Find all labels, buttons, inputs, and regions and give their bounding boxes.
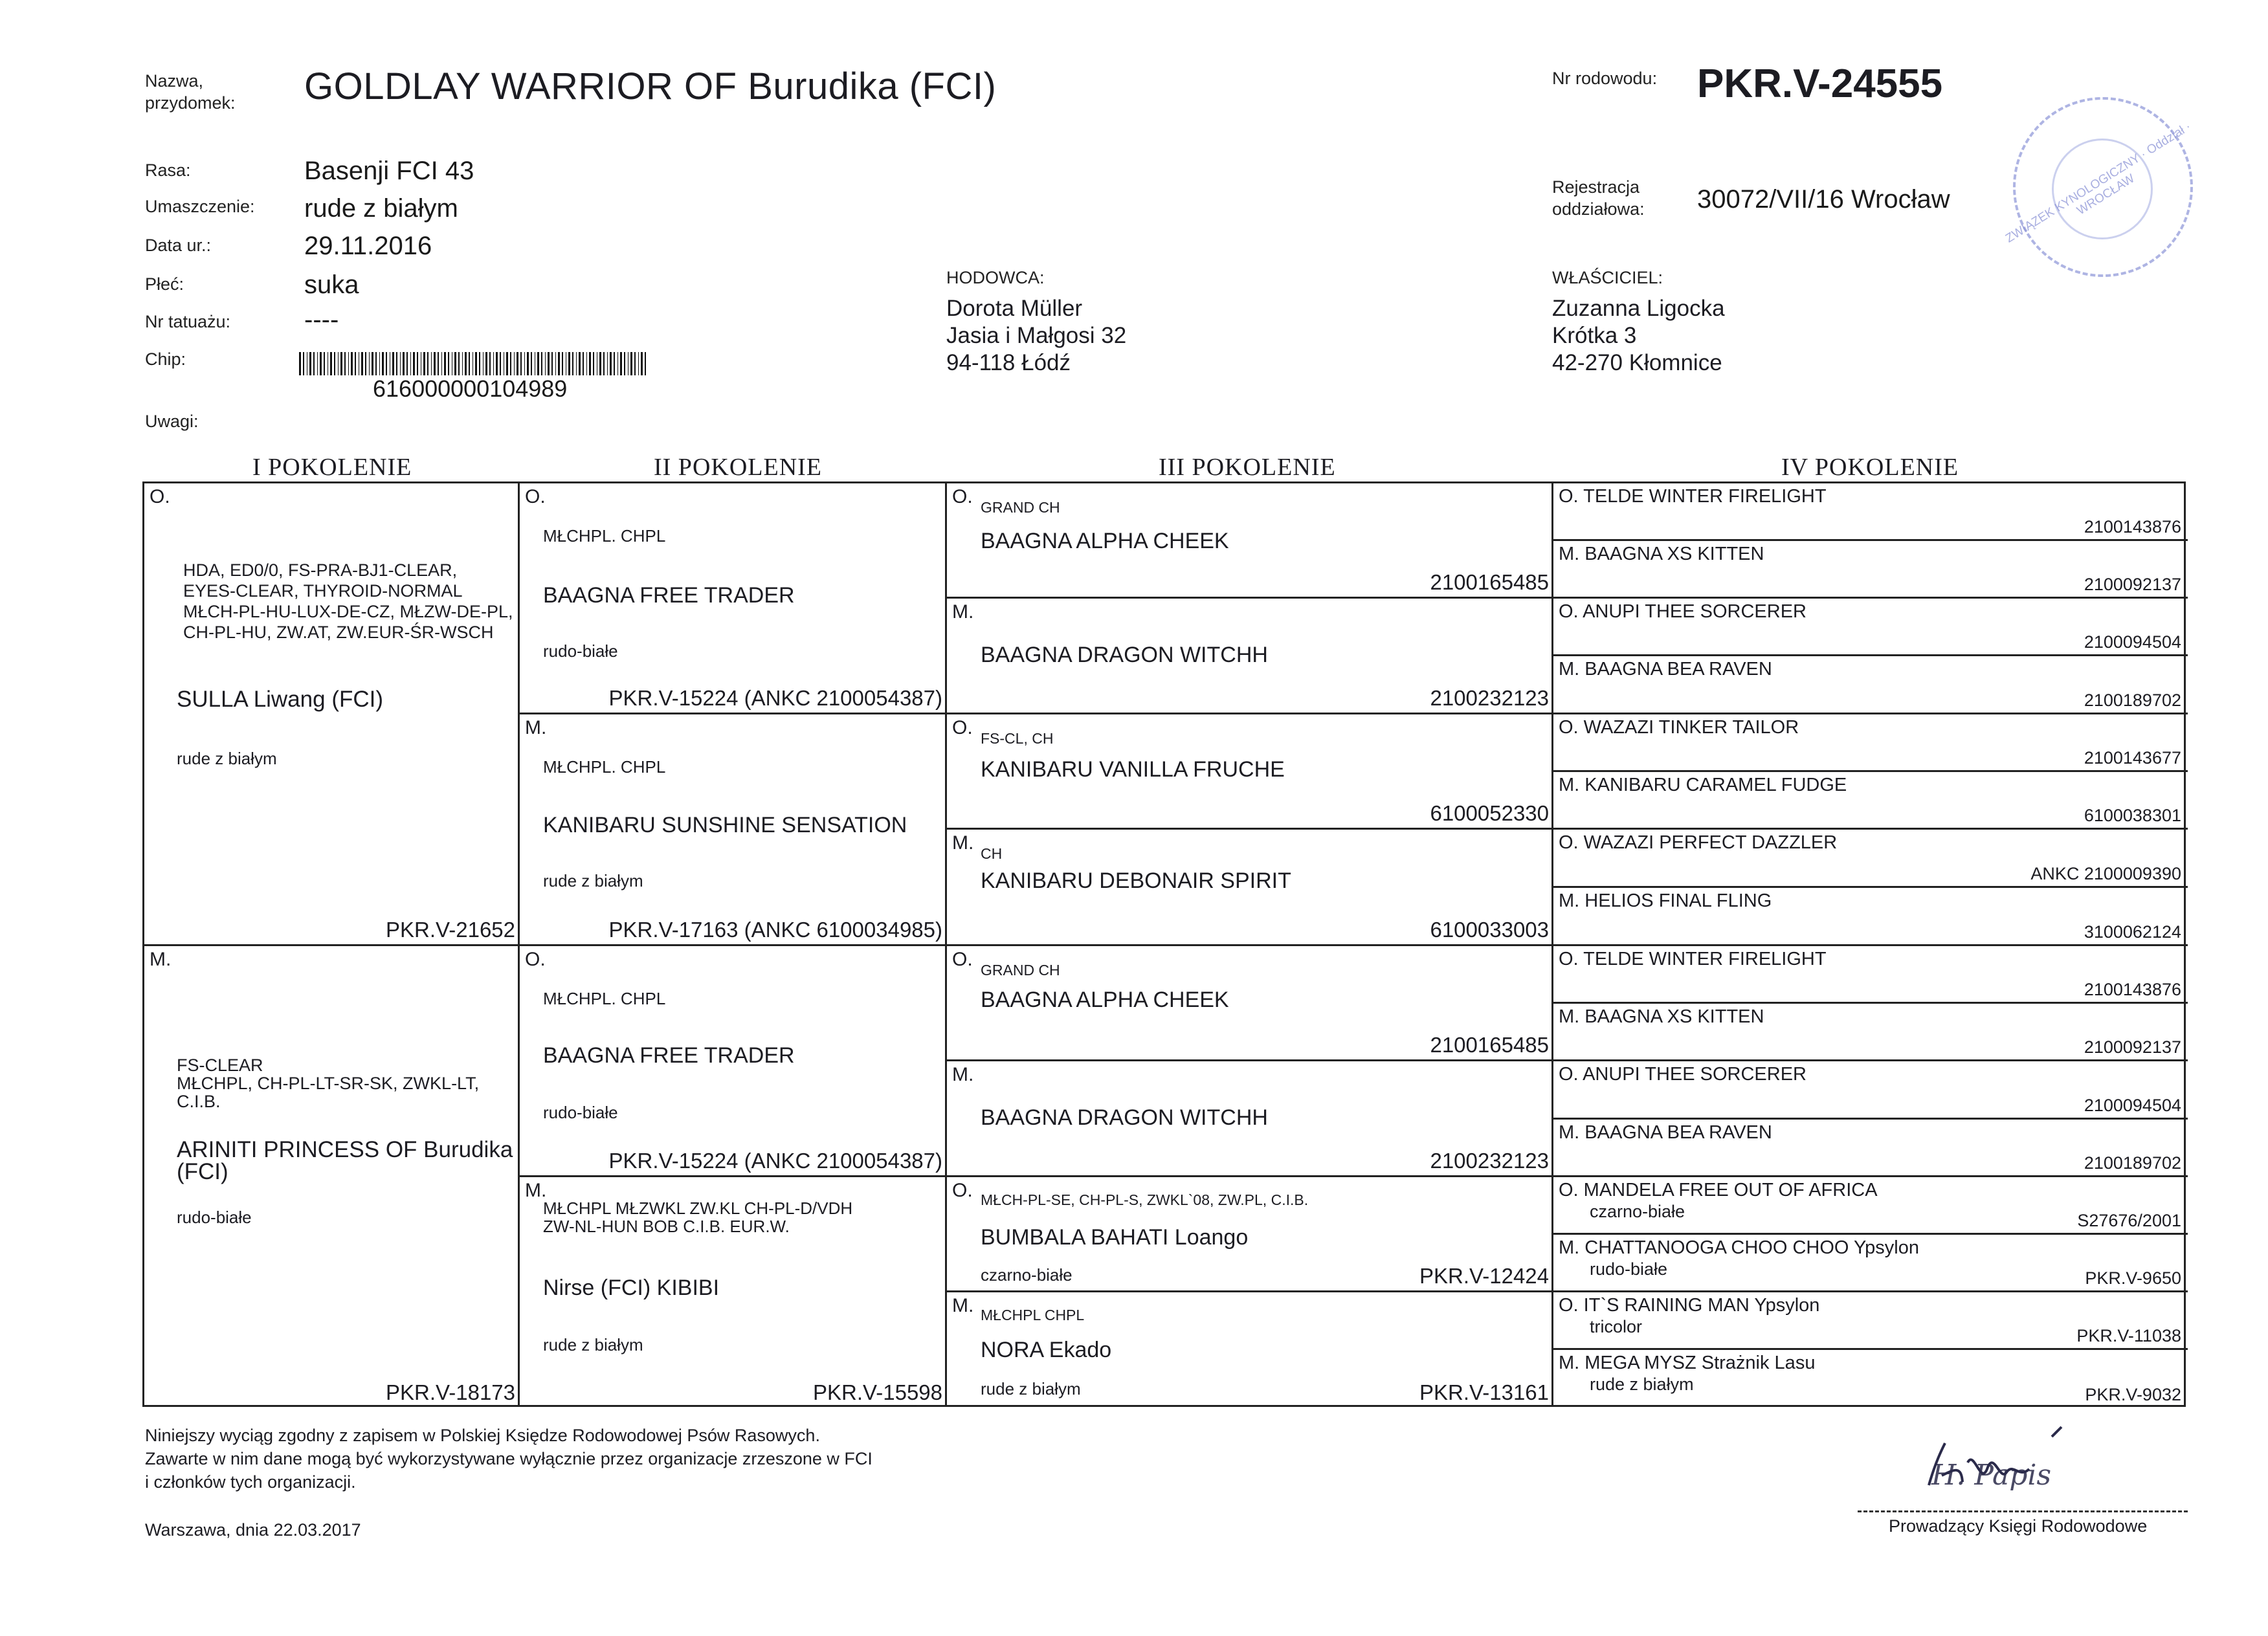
gen2-reg: PKR.V-17163 (ANKC 6100034985) xyxy=(608,918,942,942)
gen4-reg: 6100038301 xyxy=(2084,806,2181,825)
breeder-city: 94-118 Łódź xyxy=(946,350,1071,375)
gen1-sire-name: SULLA Liwang (FCI) xyxy=(177,687,384,712)
gen4-color: czarno-białe xyxy=(1590,1202,1685,1221)
sex-value: suka xyxy=(304,271,359,299)
gen3-name: BUMBALA BAHATI Loango xyxy=(981,1225,1249,1250)
breeder-name: Dorota Müller xyxy=(946,296,1083,321)
gen3-marker: M. xyxy=(952,1064,974,1085)
breeder-street: Jasia i Małgosi 32 xyxy=(946,323,1127,348)
gen2-marker: O. xyxy=(525,486,546,507)
color-value: rude z białym xyxy=(304,194,458,223)
owner-name: Zuzanna Ligocka xyxy=(1552,296,1725,321)
gen3-titles: GRAND CH xyxy=(981,499,1060,516)
gen3-reg: 2100165485 xyxy=(1430,570,1549,594)
gen3-name: BAAGNA ALPHA CHEEK xyxy=(981,529,1229,553)
gen3-cell xyxy=(947,714,1553,830)
gen3-name: KANIBARU VANILLA FRUCHE xyxy=(981,757,1285,782)
signature-caption: Prowadzący Księgi Rodowodowe xyxy=(1889,1516,2148,1536)
gen4-reg: PKR.V-9650 xyxy=(2085,1268,2181,1288)
gen3-marker: O. xyxy=(952,717,973,738)
gen2-cell xyxy=(520,714,947,946)
gen2-cell xyxy=(520,1177,947,1407)
sex-label: Płeć: xyxy=(145,274,184,294)
gen4-cell xyxy=(1553,483,2188,541)
gen4-reg: 2100094504 xyxy=(2084,632,2181,652)
gen1-sire-cell xyxy=(144,483,520,946)
gen4-name: O. WAZAZI TINKER TAILOR xyxy=(1559,717,1799,738)
gen2-name: BAAGNA FREE TRADER xyxy=(543,1043,795,1068)
gen4-cell xyxy=(1553,599,2188,656)
gen1-sire-color: rude z białym xyxy=(177,749,277,768)
gen4-reg: ANKC 2100009390 xyxy=(2030,864,2181,883)
gen3-name: NORA Ekado xyxy=(981,1338,1112,1362)
issue-date: Warszawa, dnia 22.03.2017 xyxy=(145,1520,361,1540)
registration-label-line2: oddziałowa: xyxy=(1552,199,1645,219)
generation-header-1: I POKOLENIE xyxy=(252,454,412,481)
generation-header-4: IV POKOLENIE xyxy=(1781,454,1959,481)
gen4-reg: PKR.V-9032 xyxy=(2085,1385,2181,1404)
gen4-name: O. MANDELA FREE OUT OF AFRICA xyxy=(1559,1180,1878,1200)
owner-city: 42-270 Kłomnice xyxy=(1552,350,1722,375)
generation-header-3: III POKOLENIE xyxy=(1159,454,1336,481)
gen3-titles: FS-CL, CH xyxy=(981,730,1054,747)
gen4-name: M. HELIOS FINAL FLING xyxy=(1559,890,1772,911)
gen3-marker: M. xyxy=(952,601,974,623)
gen4-reg: 2100189702 xyxy=(2084,1153,2181,1173)
dog-name: GOLDLAY WARRIOR OF Burudika (FCI) xyxy=(304,65,997,107)
gen1-sire-titles: HDA, ED0/0, FS-PRA-BJ1-CLEAR, EYES-CLEAR, THYROID-NORMAL MŁCH-PL-HU-LUX-DE-CZ, MŁZW-DE-PL, CH-PL-HU, ZW.AT, ZW.EUR-ŚR-WSCH xyxy=(183,560,513,642)
footer-line-1: Niniejszy wyciąg zgodny z zapisem w Polskiej Księdze Rodowodowej Psów Rasowych. xyxy=(145,1426,820,1445)
gen4-cell xyxy=(1553,1235,2188,1292)
gen4-name: O. WAZAZI PERFECT DAZZLER xyxy=(1559,832,1838,853)
signature-text: H. Papis xyxy=(1931,1459,2052,1492)
name-label xyxy=(145,70,236,114)
gen1-dam-color: rudo-białe xyxy=(177,1208,252,1227)
gen3-titles: GRAND CH xyxy=(981,962,1060,978)
gen4-cell xyxy=(1553,772,2188,830)
gen4-cell xyxy=(1553,946,2188,1004)
gen3-cell xyxy=(947,830,1553,946)
breed-value: Basenji FCI 43 xyxy=(304,157,474,185)
gen4-reg: 2100094504 xyxy=(2084,1096,2181,1115)
gen4-name: O. ANUPI THEE SORCERER xyxy=(1559,1064,1807,1085)
gen3-name: KANIBARU DEBONAIR SPIRIT xyxy=(981,868,1291,893)
gen3-titles: MŁCH-PL-SE, CH-PL-S, ZWKL`08, ZW.PL, C.I.B. xyxy=(981,1191,1309,1208)
tattoo-value: ---- xyxy=(304,305,339,334)
gen4-cell xyxy=(1553,1120,2188,1177)
owner-block xyxy=(1552,295,1725,377)
gen4-cell xyxy=(1553,714,2188,772)
chip-label: Chip: xyxy=(145,349,186,369)
gen4-cell xyxy=(1553,830,2188,888)
gen4-cell xyxy=(1553,1292,2188,1350)
name-label-line2: przydomek: xyxy=(145,93,236,113)
gen4-name: M. KANIBARU CARAMEL FUDGE xyxy=(1559,775,1847,795)
gen4-reg: 3100062124 xyxy=(2084,922,2181,942)
gen3-marker: O. xyxy=(952,486,973,507)
gen3-reg: 6100052330 xyxy=(1430,801,1549,825)
gen3-reg: 6100033003 xyxy=(1430,918,1549,942)
pedigree-no-label: Nr rodowodu: xyxy=(1552,69,1658,88)
gen4-cell xyxy=(1553,1004,2188,1061)
name-label-line1: Nazwa, xyxy=(145,71,204,91)
gen2-cell xyxy=(520,946,947,1177)
footer-line-2: Zawarte w nim dane mogą być wykorzystywane wyłącznie przez organizacje zrzeszone w FCI xyxy=(145,1449,873,1468)
gen4-color: rude z białym xyxy=(1590,1375,1694,1394)
gen3-reg: 2100165485 xyxy=(1430,1033,1549,1057)
gen3-cell xyxy=(947,1292,1553,1407)
gen2-color: rudo-białe xyxy=(543,1103,618,1122)
gen2-reg: PKR.V-15224 (ANKC 2100054387) xyxy=(608,686,942,710)
gen3-reg: PKR.V-13161 xyxy=(1419,1380,1549,1404)
gen4-reg: S27676/2001 xyxy=(2077,1211,2181,1230)
gen4-cell xyxy=(1553,888,2188,946)
breed-label: Rasa: xyxy=(145,160,191,180)
gen3-titles: CH xyxy=(981,845,1003,862)
gen4-cell xyxy=(1553,1177,2188,1235)
gen1-dam-name: ARINITI PRINCESS OF Burudika (FCI) xyxy=(177,1137,513,1184)
gen3-name: BAAGNA DRAGON WITCHH xyxy=(981,643,1268,667)
gen4-reg: 2100092137 xyxy=(2084,575,2181,594)
gen4-color: rudo-białe xyxy=(1590,1259,1668,1279)
registration-label xyxy=(1552,176,1645,220)
gen4-name: M. MEGA MYSZ Strażnik Lasu xyxy=(1559,1353,1816,1373)
registration-value: 30072/VII/16 Wrocław xyxy=(1697,185,1950,214)
gen3-cell xyxy=(947,946,1553,1061)
gen4-name: M. BAAGNA BEA RAVEN xyxy=(1559,1122,1772,1143)
dam-marker: M. xyxy=(150,949,172,970)
gen3-reg: 2100232123 xyxy=(1430,686,1549,710)
gen3-titles: MŁCHPL CHPL xyxy=(981,1307,1085,1323)
gen4-name: O. ANUPI THEE SORCERER xyxy=(1559,601,1807,622)
gen2-marker: O. xyxy=(525,949,546,970)
stamp-text: ZWIĄZEK KYNOLOGICZNY · Oddział · WROCŁAW xyxy=(2003,120,2194,246)
gen4-cell xyxy=(1553,656,2188,714)
gen4-reg: 2100092137 xyxy=(2084,1037,2181,1057)
gen1-sire-reg: PKR.V-21652 xyxy=(386,918,515,942)
gen2-color: rude z białym xyxy=(543,871,643,890)
breeder-block xyxy=(946,295,1126,377)
gen2-color: rude z białym xyxy=(543,1335,643,1354)
gen2-name: KANIBARU SUNSHINE SENSATION xyxy=(543,813,907,837)
gen4-cell xyxy=(1553,1061,2188,1120)
signature-line xyxy=(1858,1510,2188,1512)
gen2-cell xyxy=(520,483,947,714)
gen3-name: BAAGNA DRAGON WITCHH xyxy=(981,1105,1268,1130)
chip-barcode-icon xyxy=(299,352,649,375)
gen2-name: Nirse (FCI) KIBIBI xyxy=(543,1276,720,1300)
gen3-cell xyxy=(947,599,1553,714)
gen2-color: rudo-białe xyxy=(543,641,618,661)
owner-street: Krótka 3 xyxy=(1552,323,1637,348)
notes-label: Uwagi: xyxy=(145,412,199,431)
gen4-name: O. TELDE WINTER FIRELIGHT xyxy=(1559,949,1827,969)
gen3-reg: PKR.V-12424 xyxy=(1419,1264,1549,1288)
gen1-dam-reg: PKR.V-18173 xyxy=(386,1380,515,1404)
dob-label: Data ur.: xyxy=(145,236,212,255)
gen2-titles: MŁCHPL. CHPL xyxy=(543,989,666,1008)
gen3-name: BAAGNA ALPHA CHEEK xyxy=(981,988,1229,1012)
gen4-reg: 2100143677 xyxy=(2084,748,2181,768)
gen4-cell xyxy=(1553,1350,2188,1407)
gen3-marker: M. xyxy=(952,1295,974,1316)
pedigree-table xyxy=(142,481,2186,1407)
gen4-cell xyxy=(1553,541,2188,599)
registration-label-line1: Rejestracja xyxy=(1552,177,1640,197)
gen4-name: M. CHATTANOOGA CHOO CHOO Ypsylon xyxy=(1559,1237,1919,1258)
gen3-color: czarno-białe xyxy=(981,1265,1073,1285)
gen2-marker: M. xyxy=(525,717,547,738)
gen4-color: tricolor xyxy=(1590,1317,1643,1336)
gen2-reg: PKR.V-15598 xyxy=(813,1380,942,1404)
dob-value: 29.11.2016 xyxy=(304,232,432,260)
gen4-name: O. TELDE WINTER FIRELIGHT xyxy=(1559,486,1827,507)
gen3-reg: 2100232123 xyxy=(1430,1149,1549,1173)
sire-marker: O. xyxy=(150,486,170,507)
gen4-name: O. IT`S RAINING MAN Ypsylon xyxy=(1559,1295,1820,1316)
gen3-color: rude z białym xyxy=(981,1379,1081,1398)
footer-note xyxy=(145,1424,873,1494)
gen3-cell xyxy=(947,483,1553,599)
gen2-reg: PKR.V-15224 (ANKC 2100054387) xyxy=(608,1149,942,1173)
generation-header-2: II POKOLENIE xyxy=(654,454,823,481)
gen2-titles: MŁCHPL. CHPL xyxy=(543,526,666,546)
gen3-marker: O. xyxy=(952,1180,973,1201)
gen3-cell xyxy=(947,1061,1553,1177)
breeder-label: HODOWCA: xyxy=(946,268,1045,287)
chip-number: 616000000104989 xyxy=(373,375,568,402)
gen2-name: BAAGNA FREE TRADER xyxy=(543,583,795,608)
tattoo-label: Nr tatuażu: xyxy=(145,312,231,331)
gen4-reg: 2100189702 xyxy=(2084,691,2181,710)
gen3-marker: O. xyxy=(952,949,973,970)
gen3-cell xyxy=(947,1177,1553,1292)
footer-line-3: i członków tych organizacji. xyxy=(145,1472,356,1492)
gen3-marker: M. xyxy=(952,832,974,854)
color-label: Umaszczenie: xyxy=(145,197,255,216)
gen4-name: M. BAAGNA BEA RAVEN xyxy=(1559,659,1772,680)
gen4-reg: 2100143876 xyxy=(2084,517,2181,536)
gen4-reg: 2100143876 xyxy=(2084,980,2181,999)
gen2-marker: M. xyxy=(525,1180,547,1201)
gen4-name: M. BAAGNA XS KITTEN xyxy=(1559,1006,1764,1027)
gen4-reg: PKR.V-11038 xyxy=(2076,1326,2181,1345)
gen2-titles: MŁCHPL MŁZWKL ZW.KL CH-PL-D/VDH ZW-NL-HUN BOB C.I.B. EUR.W. xyxy=(543,1199,853,1236)
gen4-name: M. BAAGNA XS KITTEN xyxy=(1559,544,1764,564)
pedigree-number: PKR.V-24555 xyxy=(1697,61,1943,106)
owner-label: WŁAŚCICIEL: xyxy=(1552,268,1663,287)
gen2-titles: MŁCHPL. CHPL xyxy=(543,757,666,777)
gen1-dam-titles: FS-CLEAR MŁCHPL, CH-PL-LT-SR-SK, ZWKL-LT, C.I.B. xyxy=(177,1056,480,1111)
gen1-dam-cell xyxy=(144,946,520,1407)
